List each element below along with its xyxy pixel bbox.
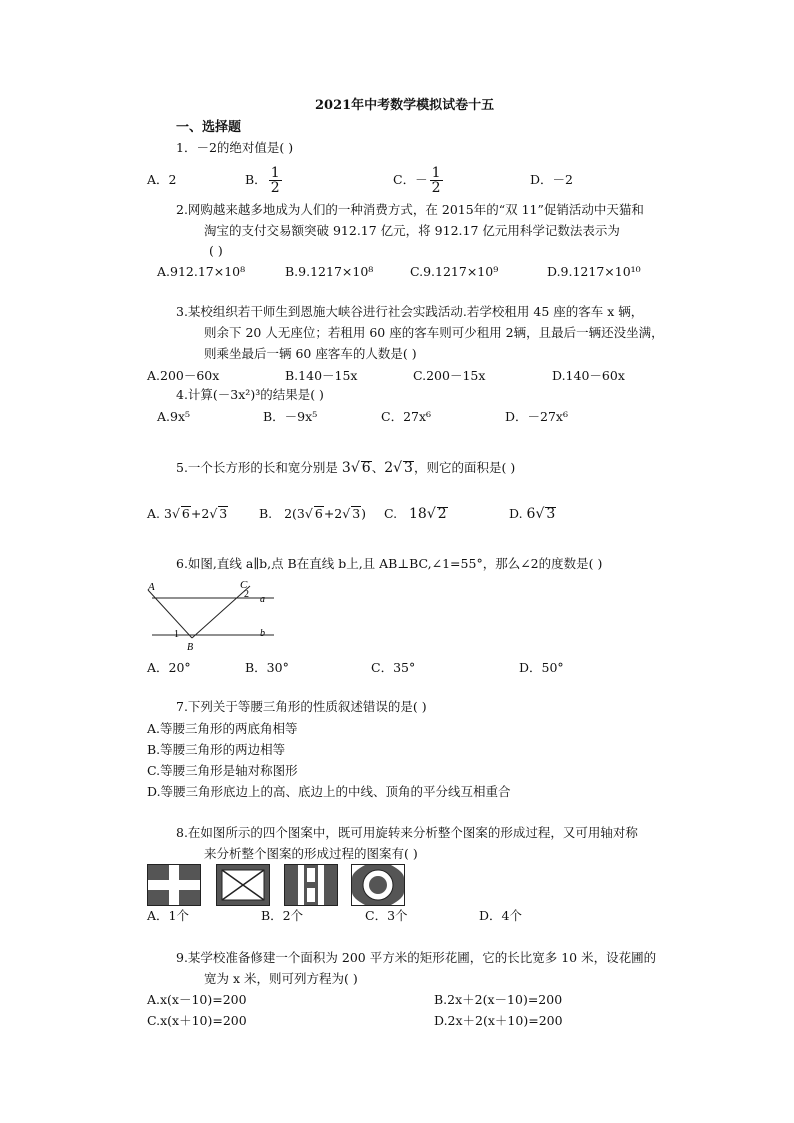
option-prefix: A. (147, 506, 161, 521)
question-line: 则乘坐最后一辆 60 座客车的人数是( ) (204, 346, 417, 361)
option-a: A．20° (147, 660, 191, 675)
pattern-box-x (216, 864, 270, 906)
radicand: 3 (404, 460, 413, 476)
stem-text: ，则它的面积是( ) (413, 460, 516, 475)
question-stem: 4.计算(－3x²)³的结果是( ) (176, 387, 324, 402)
option-b: B．2个 (261, 908, 304, 923)
option-b: B.2x＋2(x－10)=200 (434, 992, 563, 1007)
question-stem: 6.如图,直线 a∥b,点 B在直线 b上,且 AB⊥BC,∠1=55°，那么∠2的度数是( ) (176, 556, 603, 571)
option-c: C．27x⁶ (381, 409, 432, 424)
pattern-circle (351, 864, 405, 906)
option-a: A.x(x－10)=200 (147, 992, 247, 1007)
fraction (269, 166, 282, 195)
pattern-cross (147, 864, 201, 906)
option-c: C.等腰三角形是轴对称图形 (147, 763, 298, 778)
denominator: 2 (431, 180, 441, 196)
option-c: C．35° (371, 660, 416, 675)
option-d: D．－27x⁶ (505, 409, 568, 424)
option-prefix: C．－ (393, 172, 428, 187)
option-a: A．1个 (147, 908, 189, 923)
denominator: 2 (270, 180, 280, 196)
label-B: B (187, 642, 194, 652)
option-d: D.140－60x (552, 368, 625, 383)
option-prefix: B． (245, 172, 267, 187)
coefficient: 3 (164, 506, 172, 521)
option-b: B. 2(3√ 6+2√ 3) (259, 506, 367, 521)
coefficient: 2 (384, 460, 394, 476)
label-angle-2: 2 (244, 589, 249, 600)
option-prefix: C. (384, 506, 398, 521)
question-line: 来分析整个图案的形成过程的图案有( ) (204, 846, 418, 861)
option-a: A.9x⁵ (157, 409, 191, 424)
option-b: B.140－15x (285, 368, 358, 383)
option-c: C.200－15x (413, 368, 486, 383)
numerator: 1 (270, 165, 280, 181)
radicand: 3 (352, 506, 361, 521)
paren: ) (361, 506, 367, 521)
answer-paren: ( ) (209, 243, 223, 258)
option-a: A.200－60x (147, 368, 220, 383)
radicand: 6 (181, 506, 190, 521)
option-d: D.9.1217×10¹⁰ (547, 264, 641, 279)
coefficient: 18 (409, 506, 427, 522)
question-stem: 7.下列关于等腰三角形的性质叙述错误的是( ) (176, 699, 427, 714)
option-d: D. 6√ 3 (509, 506, 556, 522)
question-line: 宽为 x 米，则可列方程为( ) (204, 971, 358, 986)
parallel-lines-figure (146, 580, 276, 652)
label-b: b (260, 628, 265, 639)
question-line: 2.网购越来越多地成为人们的一种消费方式，在 2015年的“双 11”促销活动中天猫和 (176, 202, 644, 217)
option-c: C. 18√ 2 (384, 506, 447, 522)
option-c (393, 160, 445, 200)
page-title: 2021年中考数学模拟试卷十五 (315, 98, 495, 113)
label-angle-1: 1 (174, 629, 179, 640)
section-heading: 一、选择题 (176, 120, 242, 135)
pattern-h-shape (284, 864, 338, 906)
option-a: A.912.17×10⁸ (157, 264, 246, 279)
radicand: 2 (437, 506, 447, 522)
coefficient: 2(3 (284, 506, 305, 521)
option-b (245, 160, 284, 200)
stem-text: 5.一个长方形的长和宽分别是 (176, 460, 338, 475)
option-a: A.等腰三角形的两底角相等 (147, 721, 298, 736)
option-d: D.2x＋2(x＋10)=200 (434, 1013, 563, 1028)
label-C: C (240, 580, 248, 591)
radicand: 6 (361, 460, 371, 476)
operator: +2 (190, 506, 210, 521)
option-prefix: D. (509, 506, 523, 521)
radicand: 6 (314, 506, 323, 521)
radicand: 3 (219, 506, 228, 521)
operator: +2 (323, 506, 343, 521)
numerator: 1 (431, 165, 441, 181)
question-line: 淘宝的支付交易额突破 912.17 亿元，将 912.17 亿元用科学记数法表示为 (204, 223, 620, 238)
coefficient: 3 (341, 460, 351, 476)
option-c: C.x(x＋10)=200 (147, 1013, 247, 1028)
option-c: C.9.1217×10⁹ (410, 264, 499, 279)
option-d: D．50° (519, 660, 564, 675)
option-b: B.等腰三角形的两边相等 (147, 742, 286, 757)
question-line: 则余下 20 人无座位；若租用 60 座的客车则可少租用 2辆，且最后一辆还没坐满， (204, 325, 664, 340)
separator: 、 (371, 460, 385, 475)
option-b: B.9.1217×10⁸ (285, 264, 374, 279)
label-A: A (148, 581, 155, 593)
coefficient: 6 (526, 506, 536, 522)
radical-expr: 2√ 3 (384, 460, 413, 476)
question-line: 8.在如图所示的四个图案中，既可用旋转来分析整个图案的形成过程，又可用轴对称 (176, 825, 638, 840)
option-a: A．2 (147, 172, 177, 187)
question-line: 3.某校组织若干师生到恩施大峡谷进行社会实践活动.若学校租用 45 座的客车 x 辆， (176, 304, 644, 319)
option-d: D．4个 (479, 908, 522, 923)
question-stem (176, 460, 515, 476)
option-prefix: B. (259, 506, 273, 521)
option-a: A. 3√ 6+2√ 3 (147, 506, 228, 521)
radicand: 3 (546, 506, 556, 522)
option-b: B．－9x⁵ (263, 409, 318, 424)
label-a: a (260, 594, 265, 605)
radical-expr: 3√ 6 (341, 460, 371, 476)
fraction (430, 166, 443, 195)
option-d: D.等腰三角形底边上的高、底边上的中线、顶角的平分线互相重合 (147, 784, 511, 799)
option-b: B．30° (245, 660, 289, 675)
question-stem: 1．－2的绝对值是( ) (176, 140, 294, 155)
question-line: 9.某学校准备修建一个面积为 200 平方米的矩形花圃，它的长比宽多 10 米，设花圃的 (176, 950, 657, 965)
option-d: D．－2 (530, 172, 573, 187)
option-c: C．3个 (365, 908, 408, 923)
